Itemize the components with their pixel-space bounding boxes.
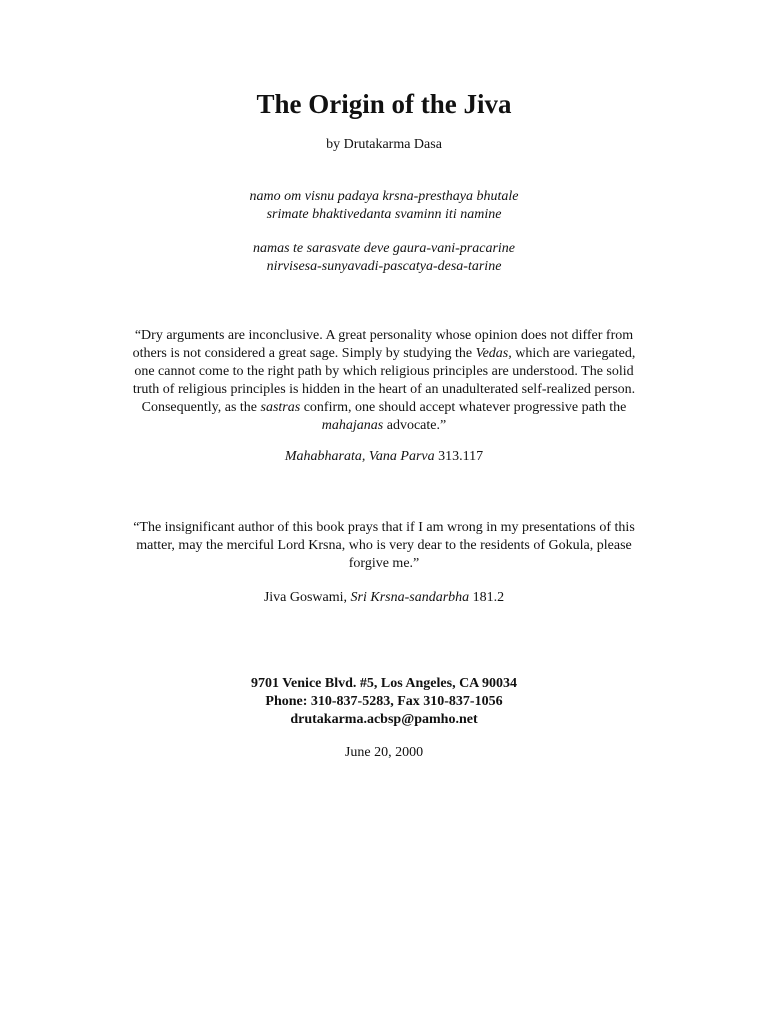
contact-phone: Phone: 310-837-5283, Fax 310-837-1056 [265, 694, 503, 709]
quote-text: others is not considered a great sage. Simply by studying the [132, 346, 476, 361]
quote-line: one cannot come to the right path by which religious principles are understood. The solid [134, 364, 634, 379]
invocation-verse-2 [0, 240, 768, 276]
quote-italic-text: sastras [260, 400, 301, 415]
citation-1 [0, 448, 768, 466]
quote-italic-text: Vedas, [475, 346, 512, 361]
contact-address: 9701 Venice Blvd. #5, Los Angeles, CA 90034 [250, 676, 518, 691]
verse-line: nirvisesa-sunyavadi-pascatya-desa-tarine [266, 259, 502, 274]
quote-line: matter, may the merciful Lord Krsna, who is very dear to the residents of Gokula, please [136, 538, 632, 553]
quote-line [100, 399, 668, 417]
verse-line: srimate bhaktivedanta svaminn iti namine [266, 207, 502, 222]
quote-text: advocate.” [383, 418, 447, 433]
quote-line: “The insignificant author of this book prays that if I am wrong in my presentations of this [133, 520, 635, 535]
citation-source: Mahabharata, Vana Parva [284, 449, 435, 464]
quote-text: Consequently, as the [141, 400, 261, 415]
quote-italic-text: mahajanas [321, 418, 384, 433]
quote-line [100, 417, 668, 435]
citation-2 [0, 589, 768, 607]
citation-work: Sri Krsna-sandarbha [350, 590, 470, 605]
epigraph-quote-2 [100, 519, 668, 573]
quote-line: truth of religious principles is hidden in the heart of an unadulterated self-realized person. [132, 382, 636, 397]
page-title: The Origin of the Jiva [256, 89, 512, 119]
author-byline: by Drutakarma Dasa [326, 137, 442, 152]
quote-text: which are variegated, [511, 346, 636, 361]
citation-author: Jiva Goswami, [263, 590, 351, 605]
contact-block [0, 675, 768, 729]
verse-line: namas te sarasvate deve gaura-vani-pracarine [252, 241, 516, 256]
quote-line [100, 345, 668, 363]
document-date: June 20, 2000 [344, 745, 424, 760]
verse-line: namo om visnu padaya krsna-presthaya bhutale [249, 189, 519, 204]
quote-text: confirm, one should accept whatever progressive path the [300, 400, 627, 415]
invocation-verse-1 [0, 188, 768, 224]
citation-ref: 181.2 [469, 590, 505, 605]
quote-line: “Dry arguments are inconclusive. A great personality whose opinion does not differ from [134, 328, 634, 343]
quote-line: forgive me.” [348, 556, 420, 571]
contact-email: drutakarma.acbsp@pamho.net [290, 712, 478, 727]
epigraph-quote-1 [100, 327, 668, 435]
citation-ref: 313.117 [434, 449, 484, 464]
